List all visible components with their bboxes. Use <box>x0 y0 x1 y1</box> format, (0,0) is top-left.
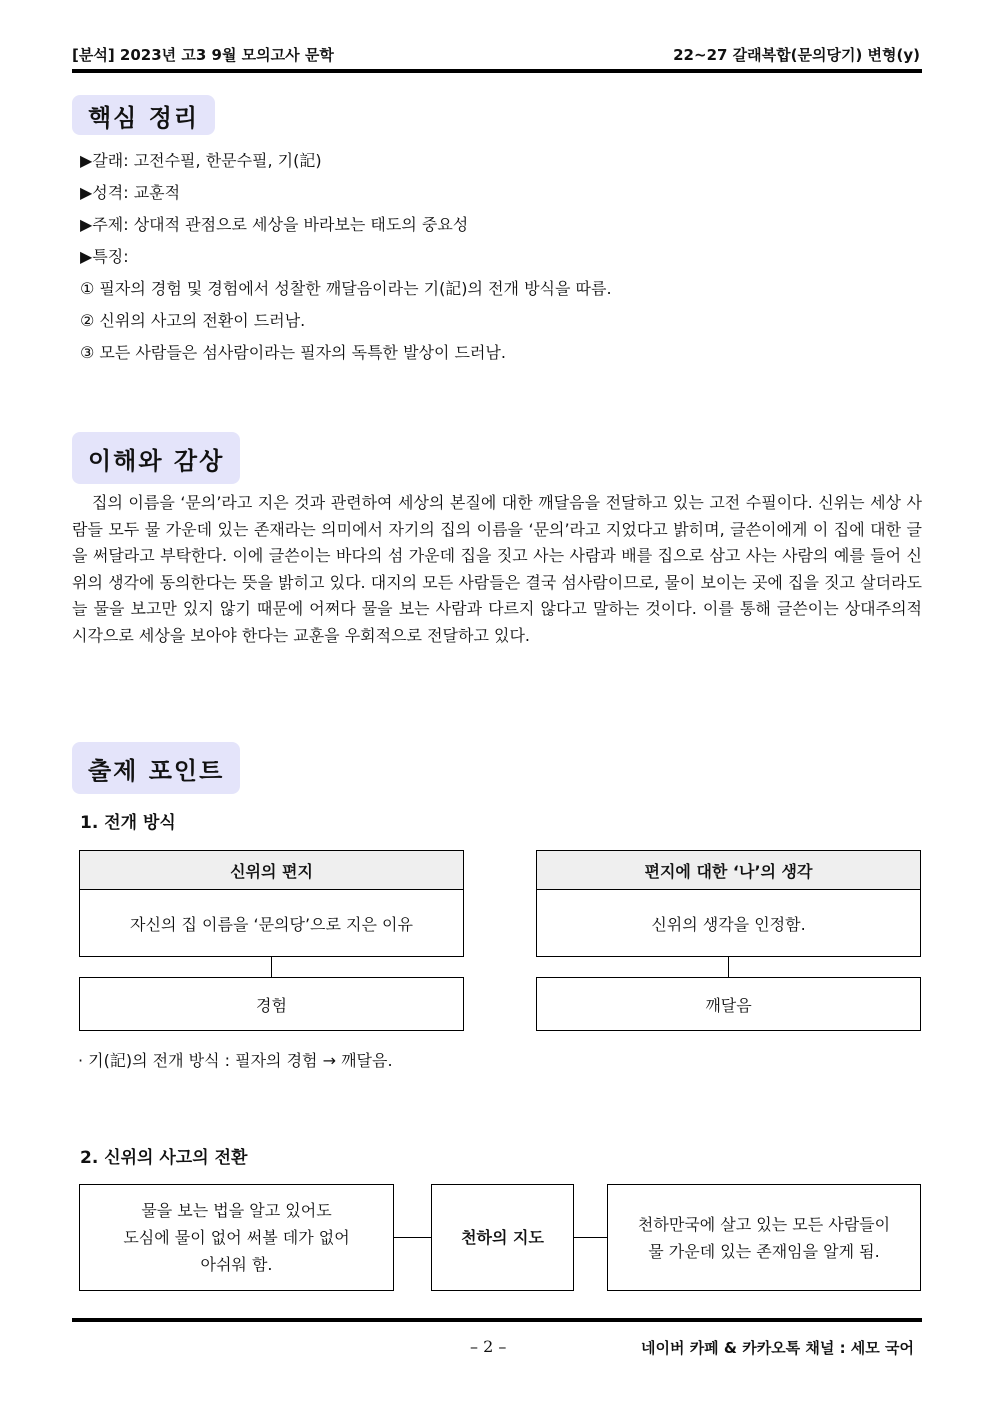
section-title-appreciation: 이해와 감상 <box>72 432 240 484</box>
footer-channel: 네이버 카페 & 카카오톡 채널 : 세모 국어 <box>641 1339 914 1357</box>
box-sinwi-letter-head: 신위의 편지 <box>80 851 463 890</box>
box-before-line-3: 아쉬워 함. <box>200 1255 273 1274</box>
box-after-line-1: 천하만국에 살고 있는 모든 사람들이 <box>637 1214 891 1234</box>
section-title-points: 출제 포인트 <box>72 742 240 794</box>
box-before-line-1: 물을 보는 법을 알고 있어도 <box>141 1201 332 1220</box>
box-before <box>79 1184 394 1291</box>
summary-theme: ▶주제: 상대적 관점으로 세상을 바라보는 태도의 중요성 <box>80 215 469 234</box>
header-left: [분석] 2023년 고3 9월 모의고사 문학 <box>72 46 334 64</box>
summary-feature-1: ① 필자의 경험 및 경험에서 성찰한 깨달음이라는 기(記)의 전개 방식을 따름. <box>80 279 612 298</box>
section-title-summary: 핵심 정리 <box>72 95 215 135</box>
box-after-line-2: 물 가운데 있는 존재임을 알게 됨. <box>648 1241 880 1261</box>
summary-genre: ▶갈래: 고전수필, 한문수필, 기(記) <box>80 151 322 170</box>
summary-feature-2: ② 신위의 사고의 전환이 드러남. <box>80 311 306 330</box>
subheading-structure: 1. 전개 방식 <box>80 813 176 833</box>
box-my-thought-body: 신위의 생각을 인정함. <box>651 915 806 934</box>
box-sinwi-letter <box>79 850 464 957</box>
box-world-map: 천하의 지도 <box>431 1184 574 1291</box>
box-sinwi-letter-body: 자신의 집 이름을 ‘문의당’으로 지은 이유 <box>130 915 413 934</box>
summary-feature-3: ③ 모든 사람들은 섬사람이라는 필자의 독특한 발상이 드러남. <box>80 343 506 362</box>
summary-features-label: ▶특징: <box>80 247 129 266</box>
box-experience: 경험 <box>79 977 464 1031</box>
box-my-thought-head: 편지에 대한 ‘나’의 생각 <box>537 851 920 890</box>
connector-mid-right <box>574 1237 607 1238</box>
connector-right <box>728 957 729 977</box>
box-after <box>607 1184 921 1291</box>
connector-left <box>271 957 272 977</box>
connector-mid-left <box>394 1237 431 1238</box>
box-realization: 깨달음 <box>536 977 921 1031</box>
structure-note: · 기(記)의 전개 방식 : 필자의 경험 → 깨달음. <box>78 1051 393 1070</box>
summary-character: ▶성격: 교훈적 <box>80 183 181 202</box>
page-number: – 2 – <box>470 1337 507 1356</box>
appreciation-paragraph: 집의 이름을 ‘문의’라고 지은 것과 관련하여 세상의 본질에 대한 깨달음을 전달하고 있는 고전 수필이다. 신위는 세상 사람들 모두 물 가운데 있는 존재라는 의미에서 자기의 집의 이름을 ‘문의’라고 지었다고 밝히며, 글쓴이에게 이 집에 대한 글을 써달라고 부탁한다. 이에 글쓴이는 바다의 섬 가운데 집을 짓고 사는 사람과 배를 집으로 삼고 사는 사람의 예를 들어 신위의 생각에 동의한다는 뜻을 밝히고 있다. 대지의 모든 사람들은 결국 섬사람이므로, 물이 보이는 곳에 집을 짓고 살더라도 늘 물을 보고만 있지 않기 때문에 어쩌다 물을 보는 사람과 다르지 않다고 말하는 것이다. 이를 통해 글쓴이는 상대주의적 시각으로 세상을 보아야 한다는 교훈을 우회적으로 전달하고 있다. <box>72 493 922 645</box>
box-my-thought <box>536 850 921 957</box>
subheading-shift: 2. 신위의 사고의 전환 <box>80 1148 248 1168</box>
header-rule <box>72 69 922 73</box>
footer-rule <box>72 1318 922 1322</box>
box-before-line-2: 도심에 물이 없어 써볼 데가 없어 <box>123 1228 350 1247</box>
header-right: 22~27 갈래복합(문의당기) 변형(y) <box>673 46 920 64</box>
